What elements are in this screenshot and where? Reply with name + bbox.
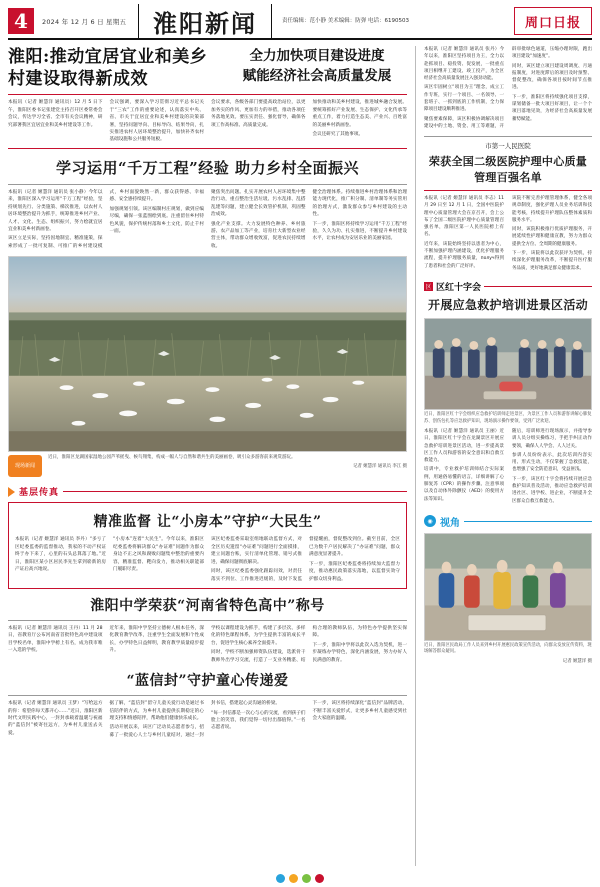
redcross-tag-label: 区红十字会 [436, 282, 482, 293]
lead-paragraph: 本报讯（记者 姬慧洋 通讯员）12 月 5 日下午，淮阳区委书记张建党主持召开区委常委会会议，传达学习全省、全市有关会议精神，研究部署我区宜居宜业和美乡村建设等工作。 [8, 100, 103, 128]
lead-paragraph: 会议要求，各级各部门要提高政治站位，以更加务实的作风、更加有力的举措，推动各项任务落地见效。要压实责任、强化督导，确保各项工作高标准、高质量完成。 [211, 100, 306, 128]
editor-info: 责任编辑：范小静 美术编辑：防弹 电话：6190503 [282, 17, 409, 24]
rural-paragraph: 加强规划引领。该区编制村庄规划，做到应编尽编，确保一张蓝图绘到底。注重留住乡村特色风貌，保护传统村落和乡土文化，防止千村一面。 [109, 206, 204, 234]
divider [484, 286, 592, 287]
blue-letter-article [8, 670, 407, 739]
rural-paragraph: 强化产业支撑。大力发展特色种养、乡村旅游、农产品加工等产业，培育壮大新型农业经营主体，带动群众增收致富，促进农民持续增收。 [211, 221, 306, 249]
left-column [8, 46, 416, 866]
lead-paragraph: 会议还研究了其他事项。 [312, 131, 364, 137]
rural-section-title: 学习运用“千万工程”经验 助力乡村全面振兴 [56, 158, 359, 177]
training-photo [424, 318, 592, 410]
lead-subheadline-line1: 全力加快项目建设进度 [249, 48, 385, 64]
supervise-paragraph: “小房本”连着“大民生”。今年以来，淮阳区纪委监委将解决群众“办证难”问题作为群众身边不正之风和腐败问题集中整治的重要内容，精准监督、靶向发力，推动相关职能部门履职尽责。 [113, 537, 204, 573]
lead-paragraph: 会议强调，要深入学习贯彻习近平总书记关于“三农”工作的重要论述，认真落实中央、省、市关于宜居宜业和美乡村建设的决策部署，坚持问题导向、目标导向、结果导向，扎实推进农村人居环境整治提升，加快补齐农村基础设施和公共服务短板。 [109, 100, 204, 143]
rural-paragraph: 本报讯（记者 姬慧洋 通讯员 张小静）今年以来，淮阳区深入学习运用“千万工程”经验，坚持规划先行、分类施策、梯次推进，以农村人居环境整治提升为抓手，统筹推进乡村产业、人才、文化、生态、组织振兴，努力绘就宜居宜业和美乡村新画卷。 [8, 189, 103, 232]
school-article [8, 595, 407, 664]
village-activity-photo [424, 533, 592, 641]
hospital-headline: 荣获全国二级医院护理中心质量管理百强名单 [428, 155, 588, 185]
project-paragraph: 同时，该区建立项目建设周调度、月通报制度，对进度滞后的项目及时预警、督促整改，确保各项目按时间节点推进。 [512, 63, 592, 91]
page-grid [8, 46, 592, 866]
newspaper-page [0, 4, 600, 887]
publisher-logo: 周口日报 [514, 7, 592, 35]
lead-paragraph: 加快推动和美乡村建设，推进城乡融合发展。要统筹抓好产业发展、生态保护、文化传承等重点工作，着力打造生态美、产业兴、百姓富的美丽乡村新画卷。 [312, 100, 407, 128]
blue-letter-body [8, 700, 407, 739]
blue-letter-paragraph: 活动开展以来，该区广泛动员志愿者参与，招募了一批爱心人士与乡村儿童结对，通过一封封书信，搭建起心灵沟通的桥梁。 [109, 701, 280, 738]
color-dot-cyan [276, 874, 285, 883]
redcross-section-tag [424, 280, 592, 293]
project-paragraph: 该区牢固树立“项目为王”理念，成立工作专班，实行一个项目、一名领导、一套班子、一抓到底的工作机制，全力保障项目建设顺利推进。 [424, 85, 504, 113]
rural-paragraph: 健全治理体系。持续推进乡村治理体系和治理能力现代化，推广积分制、清单制等务实管用的治理方式，激发群众参与乡村建设的主动性。 [312, 189, 407, 218]
hospital-paragraph: 下一步，该院将以此次获评为契机，持续深化护理服务改革，不断提升医疗服务品质，更好地满足群众健康需求。 [512, 250, 592, 271]
divider [464, 521, 592, 522]
supervise-article [8, 502, 407, 589]
school-headline: 淮阳中学荣获“河南省特色高中”称号 [90, 597, 325, 614]
supervise-paragraph: 该区纪委监委采取室组地联动监督方式，对全区历史遗留“办证难”问题进行全面摸排，建立问题台账，实行清单化管理、销号式推进，确保问题彻底解决。 [211, 537, 302, 565]
hospital-paragraph: 近年来，该院始终坚持以患者为中心，不断加强护理内涵建设，优化护理服务流程，提升护理服务质量，получ得到了患者和社会的广泛好评。 [424, 241, 504, 269]
wetland-photo [8, 256, 407, 452]
masthead [8, 4, 592, 40]
divider [8, 184, 407, 185]
rural-paragraph: 该区立足实际，坚持因地制宜、精准施策，探索形成了一批可复制、可推广的乡村建设模式，乡村面貌焕然一新，群众获得感、幸福感、安全感持续提升。 [8, 189, 204, 249]
school-paragraph: 学校以课程建设为抓手，构建了多层次、多样化的特色课程体系，为学生提供丰富的成长平台，促进学生核心素养全面提升。 [211, 625, 306, 646]
divider [424, 190, 592, 191]
redcross-paragraph: 下一步，该区红十字会将持续开展应急救护知识普及活动，推动应急救护培训进社区、进学校、进企业，不断提升全区群众自救互救能力。 [512, 476, 592, 504]
hospital-body [424, 195, 592, 273]
color-dot-yellow [289, 874, 298, 883]
blue-letter-paragraph: 据了解，“蓝信封”留守儿童关爱行动是通过书信陪伴的方式，为乡村儿童提供长期稳定的心理支持和情感陪伴，帮助他们健康快乐成长。 [109, 701, 204, 721]
divider [8, 695, 407, 696]
hospital-paragraph: 同时，该院积极推行优质护理服务，开展延续性护理和健康宣教，努力为群众提供全方位、全周期的健康服务。 [512, 227, 592, 247]
news-badge: 现场新闻 [8, 455, 42, 477]
redcross-paragraph: 参训人员纷纷表示，此次培训内容实用、形式生动，不仅掌握了急救技能，也增强了安全防范意识，受益匪浅。 [512, 452, 592, 473]
newspaper-title: 淮阳新闻 [138, 4, 272, 39]
publication-date: 2024 年 12 月 6 日 星期五 [42, 17, 127, 26]
right-column [416, 46, 592, 866]
blue-letter-headline: “蓝信封”守护童心传递爱 [126, 673, 289, 690]
supervise-headline: 精准监督 让“小房本”守护“大民生” [93, 514, 322, 531]
school-paragraph: 近年来，淮阳中学坚持立德树人根本任务，深化教育教学改革，注重学生全面发展和个性成长，办学特色日益鲜明，教育教学质量稳步提升。 [109, 625, 204, 654]
redcross-paragraph: 本报讯（记者 姬慧洋 通讯员 王丽）近日，淮阳区红十字会在龙湖景区开展应急救护培训进景区活动，进一步提高景区工作人员和游客的安全意识和自救互救能力。 [424, 429, 504, 464]
supervise-paragraph: 下一步，淮阳区纪委监委将持续加大监督力度，推动惠民政策落实落地，以监督实效守护群众切身利益。 [309, 561, 400, 582]
school-body [8, 625, 407, 664]
supervise-paragraph: 同时，该区纪委监委强化跟踪问效，对责任落实不到位、工作推进迟缓的，及时下发监督提醒函，督促整改到位。截至目前，全区已为数千户居民解决了“办证难”问题，群众满意度显著提升。 [211, 537, 400, 582]
school-paragraph: 本报讯（记者 姬慧洋 通讯员 王丹）11 月 28 日，省教育厅公布河南省首批特色高中建设项目学校名单，淮阳中学榜上有名，成为我市唯一入选的学校。 [8, 625, 103, 654]
lead-body [8, 99, 407, 144]
lead-subheadline [227, 46, 407, 87]
view-section-tag [424, 514, 592, 529]
rural-body [8, 189, 407, 251]
rural-paragraph: 聚焦突出问题。扎实开展农村人居环境集中整治行动，重点整治生活垃圾、污水乱排、乱搭乱建等问题，建立健全长效管护机制，巩固整治成效。 [211, 189, 306, 218]
redcross-photo-caption: 近日，淮阳区红十字会组织应急救护培训师走进景区，为景区工作人员和游客讲解心肺复苏、创伤包扎等应急救护知识，现场演示操作要领，受到广泛欢迎。 [424, 412, 592, 424]
redcross-paragraph: 随后，培训师进行现场演示，并指导参训人员分组实操练习，手把手纠正动作要领，确保人人学会、人人过关。 [512, 429, 592, 449]
lead-subheadline-line2: 赋能经济社会高质量发展 [242, 68, 392, 85]
redcross-body [424, 428, 592, 506]
hospital-kicker: 市第一人民医院 [485, 142, 531, 151]
color-dot-red [315, 874, 324, 883]
project-paragraph: 聚焦要素保障，该区积极协调解决项目建设中的土地、资金、用工等难题，开辟审批绿色通道，压缩办理时限，跑出项目建设“加速度”。 [424, 47, 592, 129]
redcross-headline: 开展应急救护培训进景区活动 [428, 297, 588, 312]
hospital-paragraph: 该院不断完善护理管理体系，健全各项规章制度，强化护理人员业务培训和技能考核，持续提升护理队伍整体素质和服务水平。 [512, 195, 592, 223]
lead-headline: 淮阳:推动宜居宜业和美乡村建设取得新成效 [8, 47, 208, 90]
supervise-paragraph: 本报讯（记者 姬慧洋 通讯员 李丹）“多亏了区纪委监委的监督推动，我家的不动产权证终于办下来了，心里的石头总算落了地。”近日，淮阳区某小区居民李先生拿到崭新的房产证后高兴地说。 [15, 537, 106, 573]
supervise-body [15, 536, 400, 583]
rural-paragraph: 下一步，淮阳区将持续学习运用“千万工程”经验，久久为功、扎实推进，不断提升乡村建设水平，让农村成为安居乐业的美丽家园。 [312, 221, 407, 242]
blue-letter-paragraph: 本报讯（记者 姬慧洋 通讯员 王梦）“写给远方的你：希望你每天都开心……”近日，淮阳区新时代文明实践中心，一封封承载着温暖与祝福的“蓝信封”被寄往远方，为乡村儿童送去关爱。 [8, 701, 103, 736]
footer-registration-marks [0, 874, 600, 883]
blue-letter-paragraph: 下一步，该区将持续深化“蓝信封”品牌活动，不断丰富关爱形式，让更多乡村儿童感受到社会大家庭的温暖。 [312, 701, 407, 721]
view-photo-caption: 近日，淮阳区民政局工作人员来到乡村开展惠民政策宣传活动，向群众发放宣传资料，现场解答群众疑问。 [424, 642, 592, 655]
page-number: 4 [8, 8, 34, 34]
divider [63, 491, 407, 492]
photo-caption-row [8, 455, 407, 477]
school-paragraph: 同时，学校不断加强师资队伍建设，选派骨干教师外出学习交流，打造了一支业务精湛、结构合理的教师队伍，为特色办学提供坚实保障。 [211, 625, 407, 663]
district-icon: 区 [425, 283, 432, 291]
divider [424, 136, 592, 137]
divider [8, 620, 407, 621]
project-paragraph: 本报讯（记者 姬慧洋 通讯员 张丹）今年以来，淮阳区坚持项目为王，全力以赴抓项目、稳投资、促发展，一批重点项目相继开工建设、竣工投产，为全区经济社会高质量发展注入强劲动能。 [424, 47, 504, 82]
redcross-paragraph: 培训中，专业救护培训师结合实际案例，用通俗易懂的语言，详细讲解了心肺复苏（CPR）的操作步骤、注意事项以及自动体外除颤仪（AED）的使用方法等知识。 [424, 467, 504, 502]
view-tag-label: 视角 [440, 517, 460, 529]
photo-byline: 记者 姬慧洋 通讯员 李江 摄 [353, 464, 407, 470]
triangle-icon [8, 487, 15, 497]
divider [8, 148, 407, 149]
hospital-paragraph: 本报讯（记者 姬慧洋 通讯员 李志）11 月 29 日至 12 月 1 日，全国中医院护理中心质量管理大会在京召开，会上公布了全国二级医院护理中心质量管理百强名单，淮阳区第一人民医院榜上有名。 [424, 195, 504, 238]
main-photo-wrapper [8, 256, 407, 452]
view-photo-byline: 记者 姬慧洋 摄 [562, 658, 592, 664]
lead-headline-row [8, 46, 407, 95]
project-paragraph: 下一步，淮阳区将持续强化项目支撑，谋划储备一批大项目好项目，让一个个项目落地见效，为经济社会高质量发展蓄势赋能。 [512, 94, 592, 122]
blue-letter-paragraph: “每一封信都是一次心与心的交流，看到孩子们脸上的笑容，我们觉得一切付出都值得。”一名志愿者说。 [211, 710, 306, 731]
camera-icon: ◉ [424, 515, 436, 527]
color-dot-green [302, 874, 311, 883]
school-paragraph: 下一步，淮阳中学将以此次入选为契机，进一步凝练办学特色，深化内涵发展，努力办好人民满意的教育。 [312, 642, 407, 663]
grassroots-tag-label: 基层传真 [19, 488, 60, 499]
project-body [424, 46, 592, 130]
grassroots-section-tag [8, 485, 407, 498]
photo-caption: 近日，淮阳区龙湖国家湿地公园芦苇摇曳、候鸟翔集，构成一幅人与自然和谐共生的美丽画卷，吸引众多游客前来观赏游玩。 [48, 455, 296, 461]
